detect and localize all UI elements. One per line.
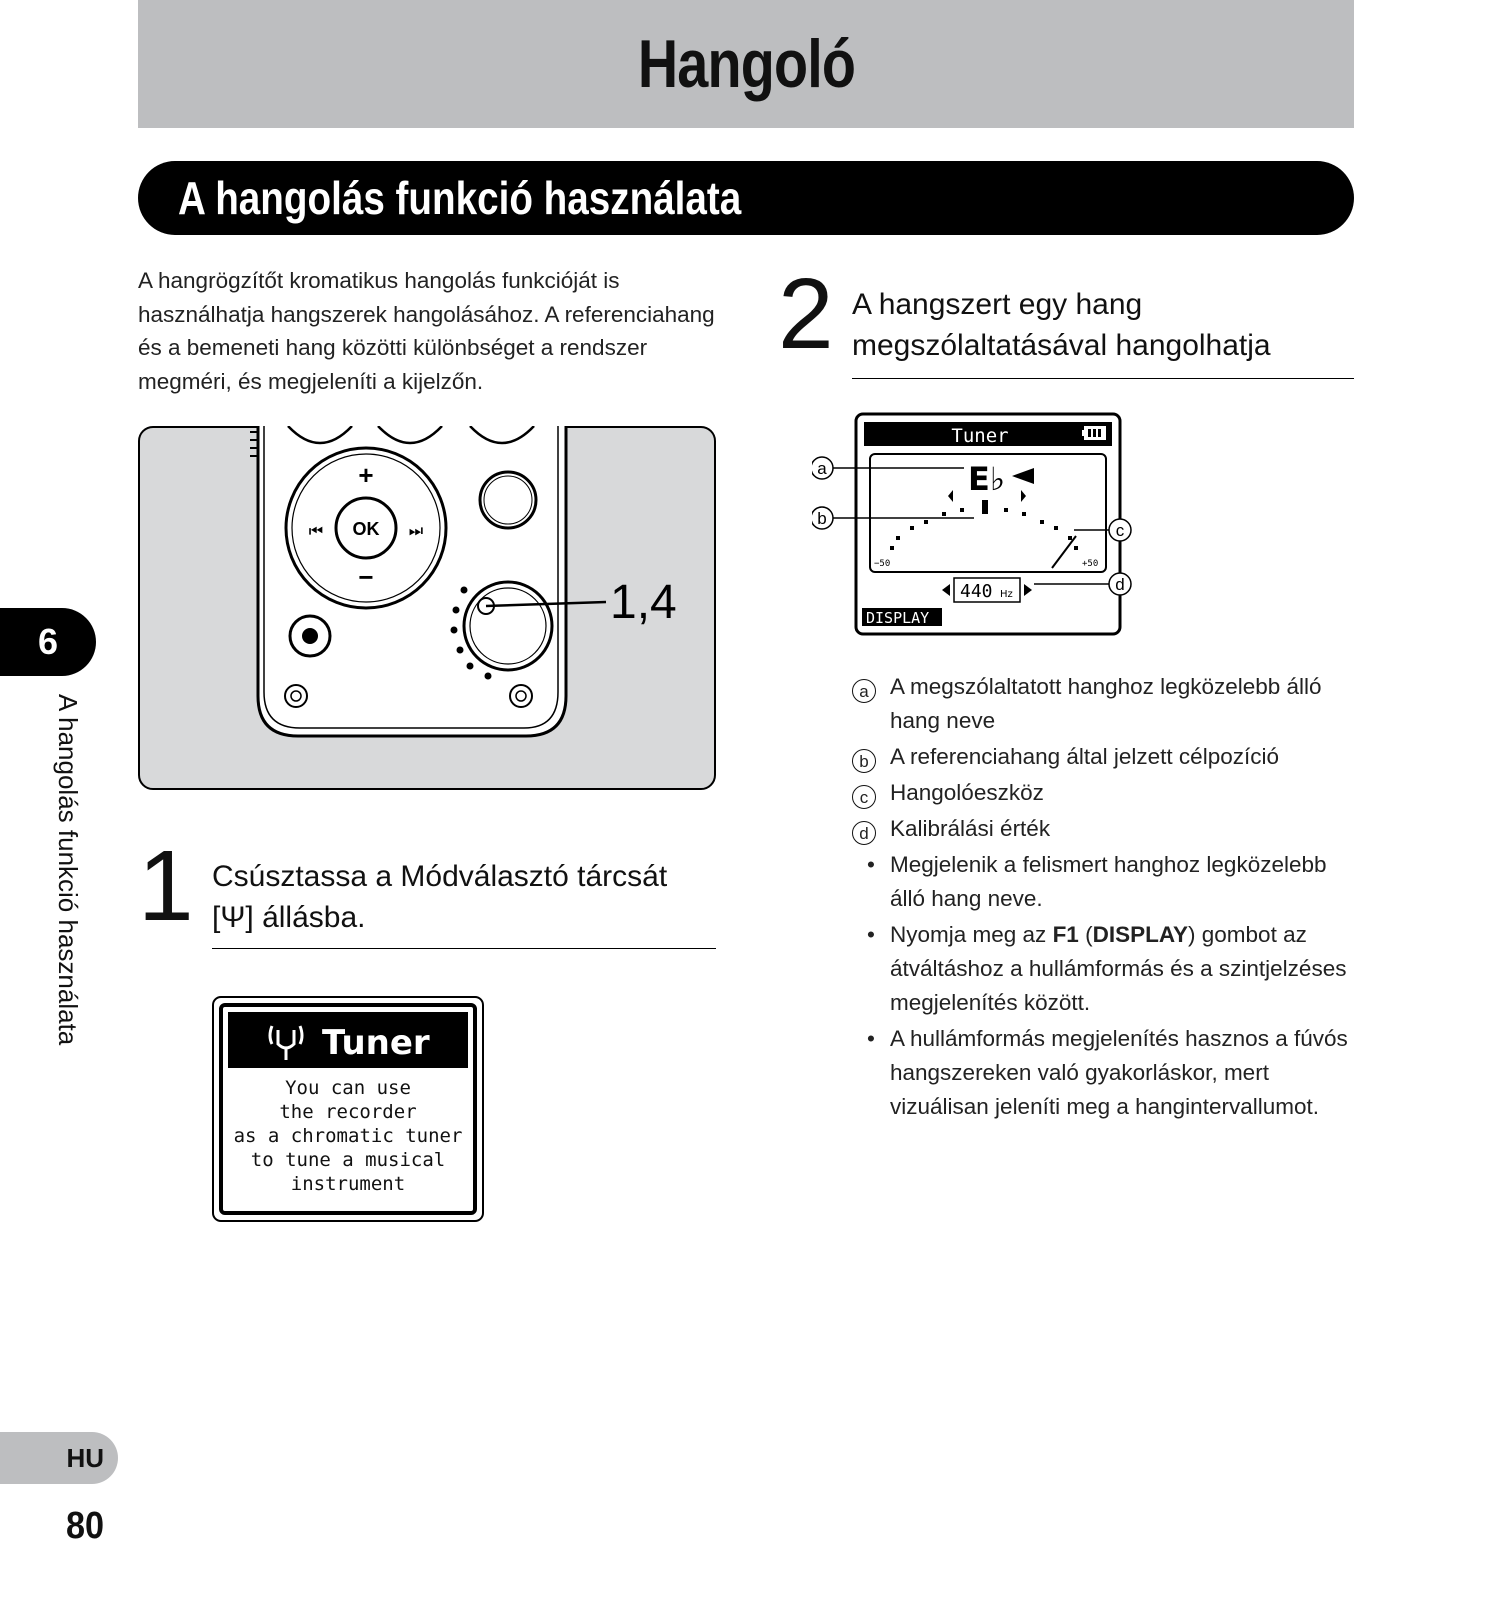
bullet-dot: • (867, 1026, 875, 1051)
callout-b: b (817, 509, 827, 528)
intro-screen-line-1: You can use (285, 1077, 411, 1099)
legend-item (852, 740, 1362, 774)
scale-max: +50 (1082, 559, 1099, 569)
running-title: A hangolás funkció használata (53, 694, 83, 1046)
callout-1-4: 1,4 (610, 576, 677, 629)
intro-screen-line-5: instrument (290, 1173, 406, 1195)
legend-item (852, 776, 1362, 810)
chapter-tab: 6 (0, 608, 96, 676)
step-1-line-2: [Ψ] állásba. (212, 901, 366, 934)
legend-text-d: Kalibrálási érték (890, 816, 1051, 841)
callout-a: a (817, 459, 827, 478)
bullet-item (852, 1022, 1362, 1124)
display-softkey: DISPLAY (866, 609, 930, 627)
intro-screen-line-4: to tune a musical (250, 1149, 446, 1171)
bullet-text-3: A hullámformás megjelenítés hasznos a fúvós hangszereken való gyakorláskor, mert vizuálisan jeleníti meg a hangintervallumot. (890, 1026, 1348, 1119)
tuner-intro-screen (212, 996, 484, 1222)
legend-text-b: A referenciahang által jelzett célpozíció (890, 744, 1279, 769)
f1-key: F1 (1052, 922, 1079, 947)
step-2-line-1: A hangszert egy hang (852, 288, 1143, 321)
legend-text-a: A megszólaltatott hanghoz legközelebb álló hang neve (890, 674, 1322, 733)
step-1-line-1: Csúsztassa a Módválasztó tárcsát (212, 860, 668, 893)
step-1-text (212, 856, 712, 938)
step-2-line-2: megszólaltatásával hangolhatja (852, 329, 1271, 362)
minus-label: − (358, 562, 374, 592)
step-1-divider (212, 948, 716, 949)
reference-unit: Hz (1000, 589, 1013, 600)
section-heading-bar (138, 161, 1354, 235)
language-tab: HU (0, 1432, 118, 1484)
bullet-dot: • (867, 852, 875, 877)
section-title: A hangolás funkció használata (178, 172, 742, 224)
battery-icon (1082, 426, 1106, 440)
step-2-divider (852, 378, 1354, 379)
legend-list (852, 670, 1362, 1126)
bullet-item (852, 918, 1362, 1020)
plus-label: + (358, 460, 374, 490)
step-1-number: 1 (138, 830, 194, 942)
page-number: 80 (66, 1505, 105, 1547)
scale-min: −50 (874, 559, 891, 569)
prev-label: ⏮ (308, 521, 324, 540)
tuner-header: Tuner (951, 425, 1009, 447)
intro-paragraph: A hangrögzítőt kromatikus hangolás funkcióját is használhatja hangszerek hangolásához. A referenciahang és a bemeneti hang közötti különbséget a rendszer megméri, és megjeleníti a kijelzőn. (138, 268, 715, 394)
callout-c: c (1115, 521, 1125, 540)
display-key: DISPLAY (1092, 922, 1189, 947)
step-2-number: 2 (778, 258, 834, 370)
legend-mark-b: b (852, 749, 876, 773)
bullet-2-post: ) gombot az átváltáshoz a hullámformás és a szintjelzéses megjelenítés között. (890, 922, 1347, 1015)
tuner-screen-diagram (812, 412, 1132, 650)
bullet-2-pre: Nyomja meg az (890, 922, 1053, 947)
legend-item (852, 812, 1362, 846)
step-2-text (852, 284, 1352, 366)
bullet-dot: • (867, 922, 875, 947)
bullet-2-mid: ( (1078, 922, 1093, 947)
legend-text-c: Hangolóeszköz (890, 780, 1044, 805)
bullet-text-1: Megjelenik a felismert hanghoz legközelebb álló hang neve. (890, 852, 1327, 911)
reference-value: 440 (960, 581, 993, 602)
legend-item (852, 670, 1362, 738)
intro-screen-header: Tuner (322, 1023, 430, 1063)
legend-mark-a: a (852, 679, 876, 703)
page-title: Hangoló (637, 26, 855, 102)
bullet-text-2 (890, 918, 1362, 1020)
legend-mark-d: d (852, 821, 876, 845)
ok-label: OK (352, 519, 380, 539)
callout-d: d (1115, 575, 1125, 594)
bullet-item (852, 848, 1362, 916)
note-name: E♭ (968, 460, 1005, 498)
legend-mark-c: c (852, 785, 876, 809)
device-illustration (138, 426, 716, 790)
title-band (138, 0, 1354, 128)
intro-screen-line-2: the recorder (279, 1101, 417, 1123)
next-label: ⏭ (408, 521, 424, 540)
intro-screen-line-3: as a chromatic tuner (233, 1125, 463, 1147)
